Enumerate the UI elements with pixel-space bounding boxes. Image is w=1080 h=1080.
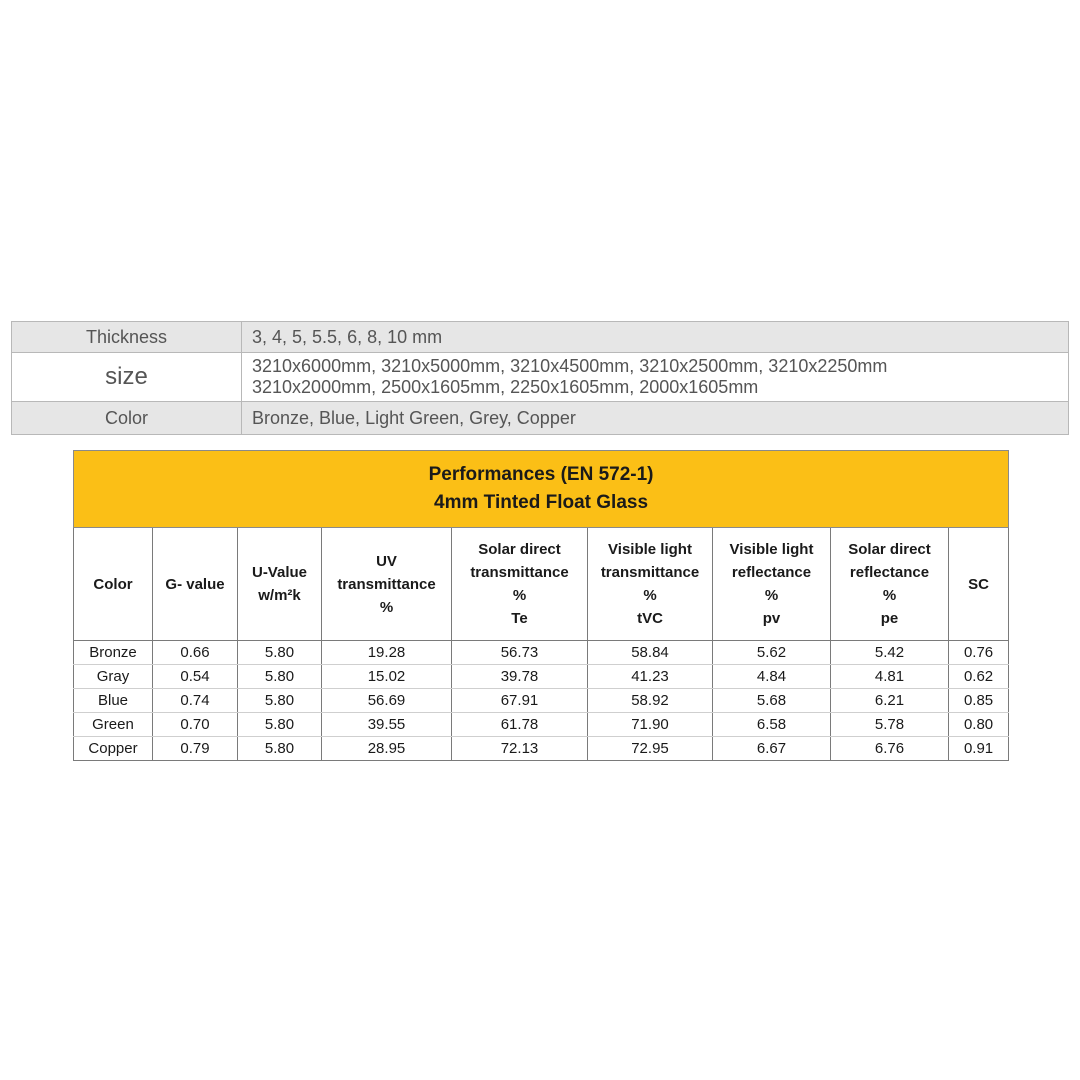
column-header-line: % (379, 598, 394, 616)
spec-size-line-1: 3210x6000mm, 3210x5000mm, 3210x4500mm, 3210x2500mm, 3210x2250mm (252, 356, 888, 376)
table-cell: 0.66 (153, 641, 238, 665)
table-cell: 5.42 (831, 641, 949, 665)
performance-table (73, 450, 1009, 761)
spec-label-color: Color (12, 402, 242, 435)
table-row (74, 737, 1009, 761)
table-cell: 72.95 (588, 737, 713, 761)
column-header-line: Color (93, 575, 133, 593)
table-cell: 0.80 (949, 713, 1009, 737)
column-header-line: UV (376, 552, 397, 570)
column-header-line: reflectance (731, 564, 812, 581)
table-cell-color: Green (74, 713, 153, 737)
column-header-line: pv (762, 610, 781, 627)
performance-body (74, 641, 1009, 761)
table-cell: 6.76 (831, 737, 949, 761)
table-cell: 5.78 (831, 713, 949, 737)
column-header-line: % (512, 587, 527, 604)
column-header-line: reflectance (849, 564, 930, 581)
spec-label-size: size (12, 353, 242, 402)
table-cell: 56.73 (452, 641, 588, 665)
table-cell: 0.74 (153, 689, 238, 713)
column-header-line: Visible light (729, 541, 814, 558)
table-cell: 71.90 (588, 713, 713, 737)
table-cell: 6.58 (713, 713, 831, 737)
spec-value-size (242, 353, 1069, 402)
table-cell: 5.80 (238, 737, 322, 761)
column-header (831, 528, 949, 641)
table-cell-color: Gray (74, 665, 153, 689)
table-cell: 19.28 (322, 641, 452, 665)
spec-row-color (12, 402, 1069, 435)
table-cell: 6.67 (713, 737, 831, 761)
table-cell: 0.85 (949, 689, 1009, 713)
column-header (588, 528, 713, 641)
column-header (949, 528, 1009, 641)
table-cell: 0.91 (949, 737, 1009, 761)
table-cell: 28.95 (322, 737, 452, 761)
column-header-line: SC (968, 575, 989, 593)
table-cell: 6.21 (831, 689, 949, 713)
table-cell-color: Copper (74, 737, 153, 761)
table-cell: 5.62 (713, 641, 831, 665)
table-cell: 58.84 (588, 641, 713, 665)
column-header-line: % (643, 587, 657, 604)
table-cell: 0.54 (153, 665, 238, 689)
table-cell: 0.79 (153, 737, 238, 761)
table-cell: 5.80 (238, 665, 322, 689)
table-cell: 61.78 (452, 713, 588, 737)
spec-row-thickness (12, 322, 1069, 353)
column-header-line: % (764, 587, 779, 604)
column-header-line: % (882, 587, 897, 604)
table-cell: 39.78 (452, 665, 588, 689)
column-header-line: Te (511, 610, 528, 627)
column-header (322, 528, 452, 641)
table-cell: 58.92 (588, 689, 713, 713)
table-cell: 67.91 (452, 689, 588, 713)
column-header-line: Solar direct (478, 541, 561, 558)
column-header-line: G- value (165, 575, 225, 593)
column-header-line: U-Value (251, 564, 308, 581)
table-cell-color: Bronze (74, 641, 153, 665)
spec-value-thickness: 3, 4, 5, 5.5, 6, 8, 10 mm (242, 322, 1069, 353)
column-header (153, 528, 238, 641)
table-cell: 0.70 (153, 713, 238, 737)
column-header-line: transmittance (470, 564, 569, 581)
table-row (74, 689, 1009, 713)
table-cell: 4.81 (831, 665, 949, 689)
table-cell-color: Blue (74, 689, 153, 713)
table-row (74, 713, 1009, 737)
column-header (713, 528, 831, 641)
spec-size-line-2: 3210x2000mm, 2500x1605mm, 2250x1605mm, 2000x1605mm (252, 377, 759, 397)
spec-row-size (12, 353, 1069, 402)
spec-label-thickness: Thickness (12, 322, 242, 353)
column-header-line: transmittance (600, 564, 700, 581)
column-header (238, 528, 322, 641)
table-cell: 0.62 (949, 665, 1009, 689)
column-header-line: tVC (637, 610, 663, 627)
table-row (74, 665, 1009, 689)
column-header-line: Solar direct (848, 541, 931, 558)
performance-title-line-2: 4mm Tinted Float Glass (434, 492, 649, 513)
column-header (452, 528, 588, 641)
column-header-line: w/m²k (258, 587, 301, 604)
table-cell: 0.76 (949, 641, 1009, 665)
performance-header-row (74, 528, 1009, 641)
table-cell: 5.80 (238, 713, 322, 737)
table-cell: 56.69 (322, 689, 452, 713)
column-header-line: pe (880, 610, 899, 627)
performance-title (74, 451, 1009, 528)
table-cell: 5.80 (238, 689, 322, 713)
column-header (74, 528, 153, 641)
table-row (74, 641, 1009, 665)
spec-value-color: Bronze, Blue, Light Green, Grey, Copper (242, 402, 1069, 435)
performance-title-line-1: Performances (EN 572-1) (428, 464, 654, 485)
spec-table (11, 321, 1069, 435)
table-cell: 15.02 (322, 665, 452, 689)
table-cell: 4.84 (713, 665, 831, 689)
table-cell: 5.80 (238, 641, 322, 665)
column-header-line: transmittance (337, 575, 436, 593)
column-header-line: Visible light (608, 541, 692, 558)
table-cell: 39.55 (322, 713, 452, 737)
table-cell: 72.13 (452, 737, 588, 761)
table-cell: 41.23 (588, 665, 713, 689)
table-cell: 5.68 (713, 689, 831, 713)
